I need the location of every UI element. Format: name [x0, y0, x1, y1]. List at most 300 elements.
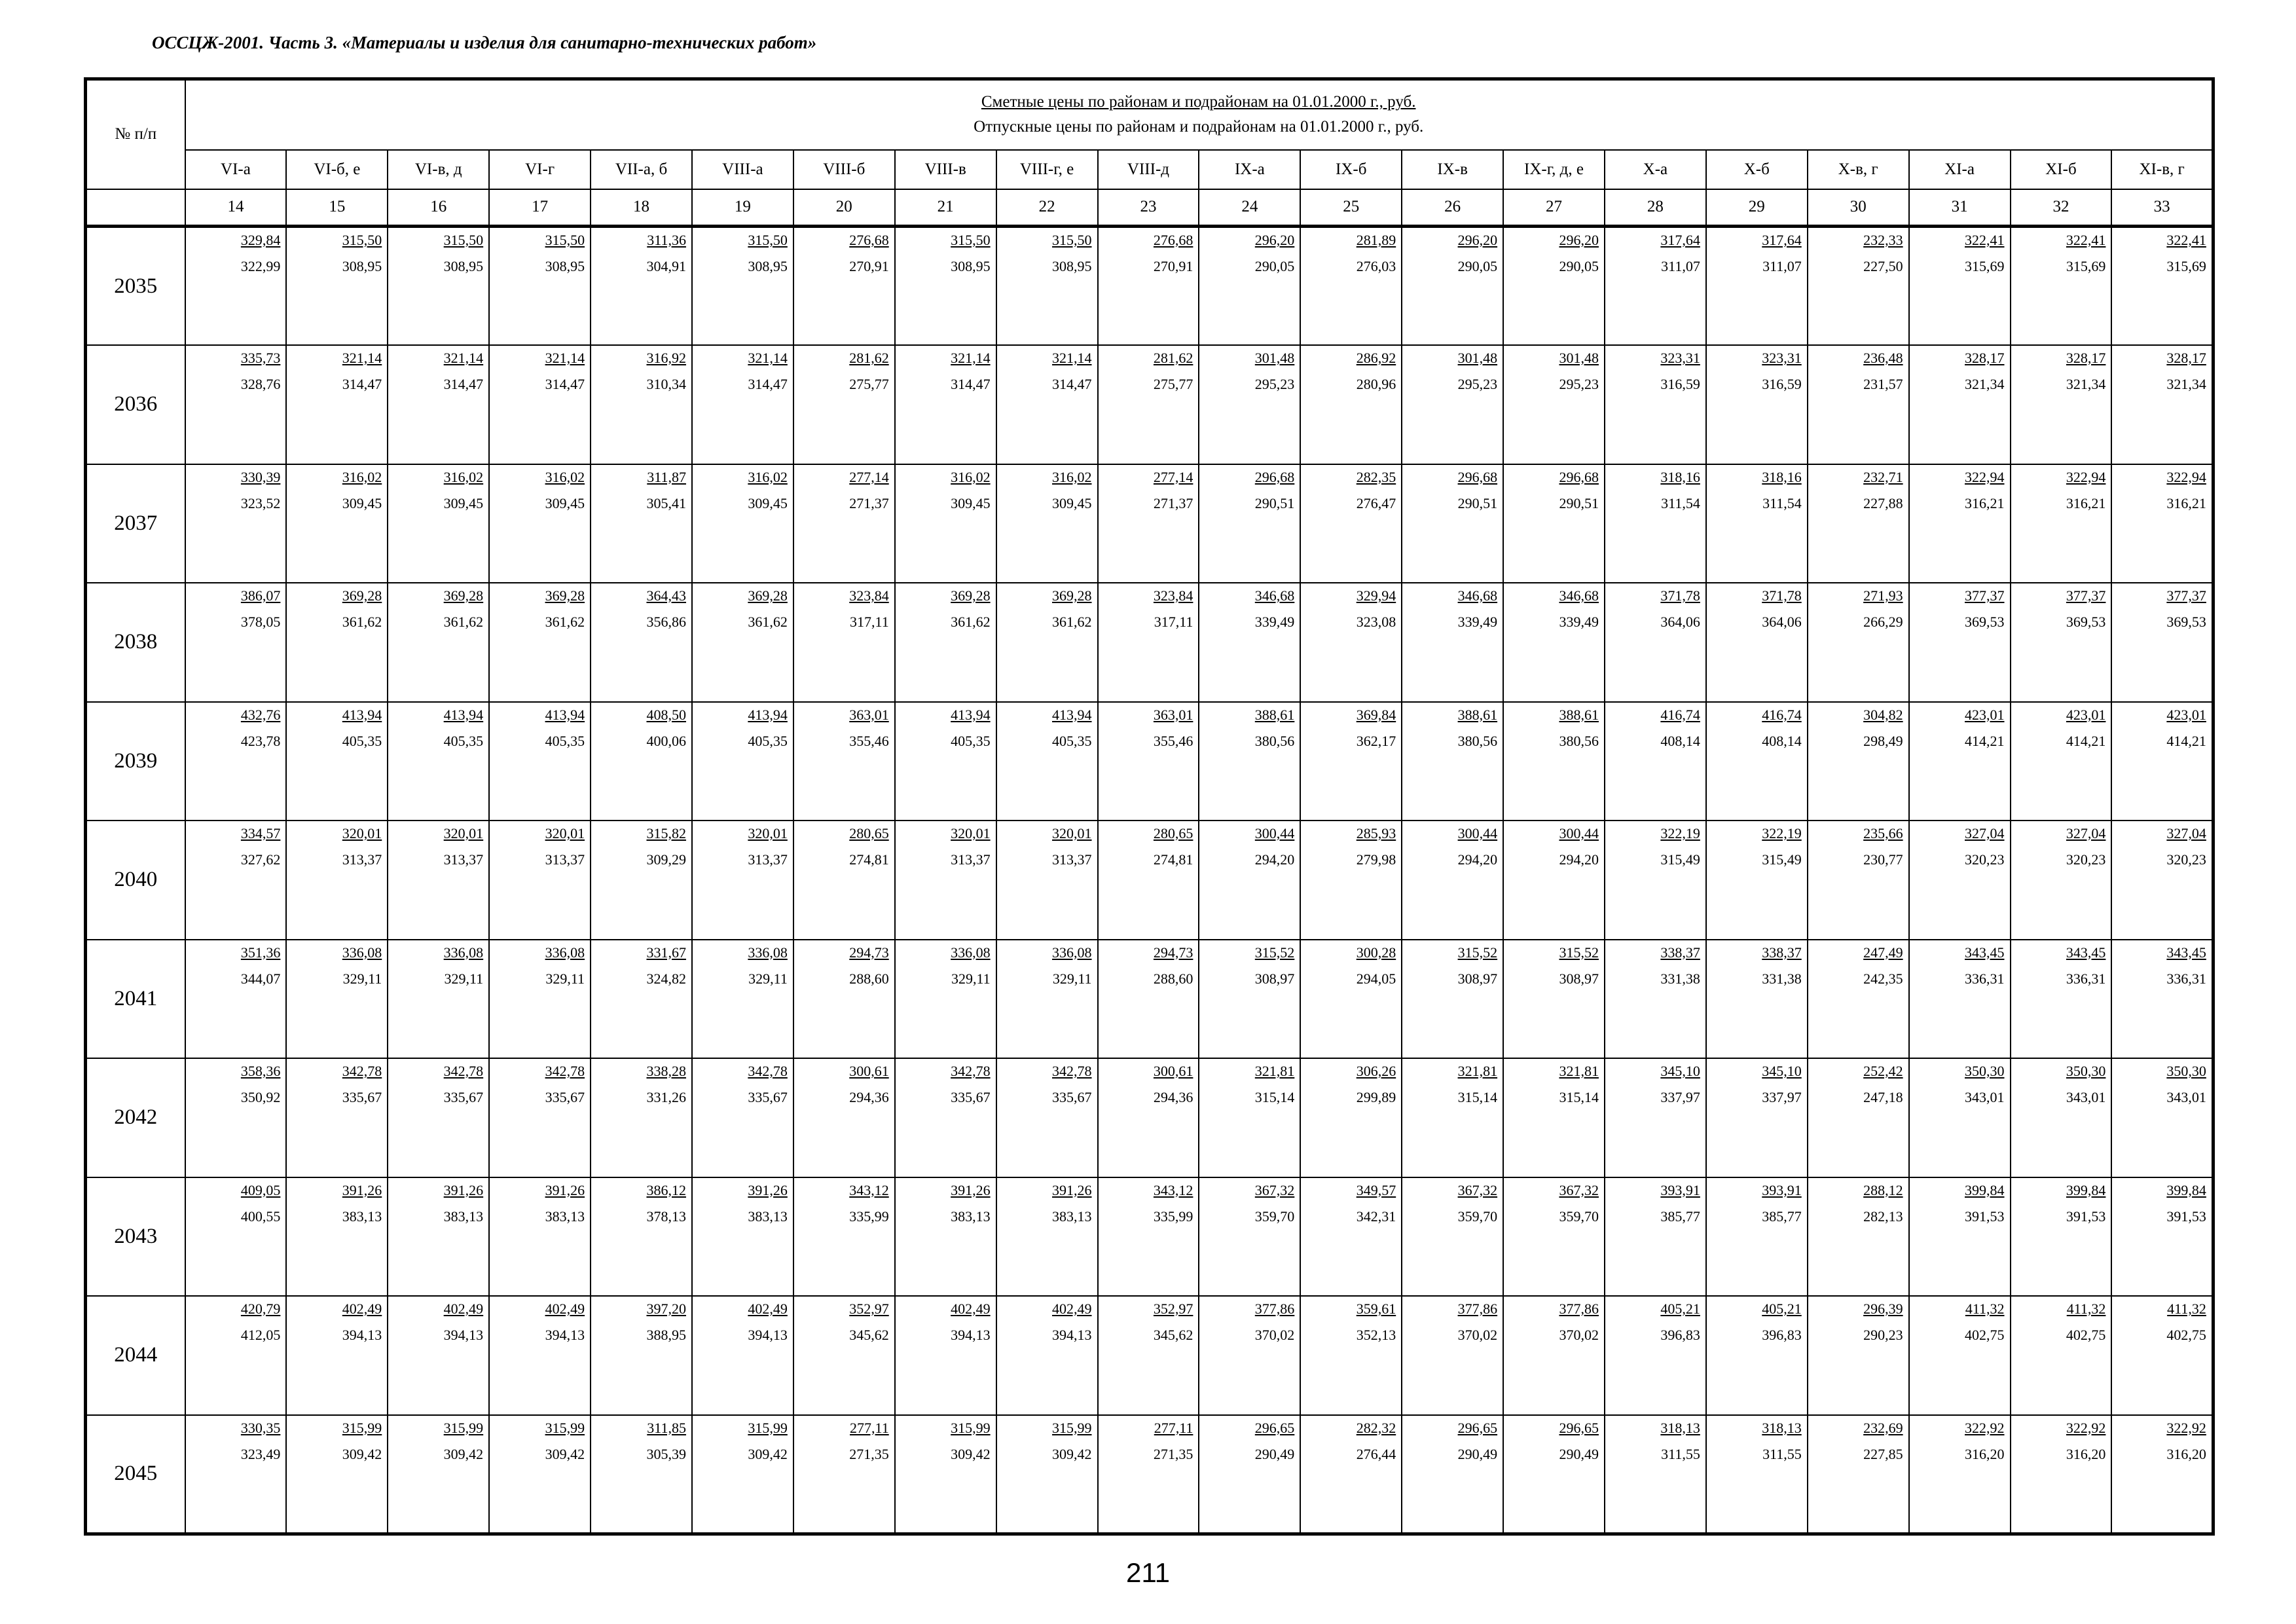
price-cell	[2111, 227, 2213, 346]
price-cell	[1909, 940, 2011, 1059]
price-cell	[996, 940, 1098, 1059]
estimate-price: 322,41	[2166, 232, 2206, 248]
price-cell	[692, 227, 793, 346]
price-cell	[1402, 702, 1503, 821]
release-price: 290,49	[1457, 1445, 1498, 1462]
release-price: 295,23	[1457, 376, 1498, 392]
estimate-price: 364,43	[646, 587, 686, 604]
estimate-price: 402,49	[545, 1301, 585, 1317]
release-price: 339,49	[1457, 614, 1498, 630]
release-price: 304,91	[646, 258, 686, 274]
price-cell	[591, 940, 692, 1059]
price-cell	[1808, 940, 1909, 1059]
estimate-price: 315,52	[1254, 944, 1295, 961]
estimate-price: 413,94	[342, 706, 382, 723]
price-cell	[895, 583, 996, 702]
estimate-price: 286,92	[1356, 350, 1396, 366]
row-number: 2041	[86, 940, 185, 1059]
estimate-price: 296,20	[1254, 232, 1295, 248]
estimate-price: 322,19	[1762, 825, 1802, 841]
price-cell	[1706, 1415, 1808, 1534]
estimate-price: 323,31	[1762, 350, 1802, 366]
price-cell	[692, 1415, 793, 1534]
release-price: 295,23	[1559, 376, 1599, 392]
estimate-price: 315,50	[443, 232, 484, 248]
estimate-price: 321,14	[443, 350, 484, 366]
price-cell	[1503, 940, 1605, 1059]
price-cell	[1605, 1058, 1706, 1177]
estimate-price: 322,92	[2066, 1419, 2106, 1436]
price-cell	[2011, 1415, 2112, 1534]
estimate-price: 316,02	[342, 468, 382, 485]
table-row	[86, 1177, 2214, 1297]
release-price: 359,70	[1457, 1208, 1498, 1225]
price-cell	[895, 345, 996, 464]
price-cell	[1503, 583, 1605, 702]
release-price: 329,11	[748, 970, 788, 987]
row-number: 2037	[86, 464, 185, 583]
price-cell	[591, 1415, 692, 1534]
estimate-price: 280,65	[1153, 825, 1194, 841]
estimate-price: 343,45	[2166, 944, 2206, 961]
estimate-price: 277,11	[1154, 1419, 1194, 1436]
estimate-price: 281,89	[1356, 232, 1396, 248]
release-price: 335,67	[443, 1089, 484, 1105]
price-cell	[185, 1415, 287, 1534]
estimate-price: 315,50	[748, 232, 788, 248]
estimate-price: 301,48	[1254, 350, 1295, 366]
estimate-price: 329,94	[1356, 587, 1396, 604]
release-price: 361,62	[951, 614, 991, 630]
price-cell	[793, 940, 895, 1059]
price-cell	[895, 940, 996, 1059]
release-price: 335,67	[342, 1089, 382, 1105]
release-price: 383,13	[1052, 1208, 1092, 1225]
estimate-price: 371,78	[1660, 587, 1700, 604]
price-cell	[1300, 702, 1402, 821]
release-price: 311,54	[1762, 494, 1802, 511]
estimate-price: 321,81	[1254, 1063, 1295, 1079]
release-price: 391,53	[2066, 1208, 2106, 1225]
estimate-price: 369,28	[443, 587, 484, 604]
release-price: 311,07	[1661, 258, 1700, 274]
estimate-price: 402,49	[342, 1301, 382, 1317]
estimate-price: 311,85	[647, 1419, 686, 1436]
release-price: 321,34	[2066, 376, 2106, 392]
price-cell	[1098, 821, 1199, 940]
release-price: 423,78	[240, 732, 281, 749]
release-price: 322,99	[240, 258, 281, 274]
release-price: 266,29	[1863, 614, 1903, 630]
estimate-price: 301,48	[1559, 350, 1599, 366]
release-price: 314,47	[545, 376, 585, 392]
price-cell	[1199, 345, 1300, 464]
release-price: 294,36	[849, 1089, 889, 1105]
release-price: 343,01	[2166, 1089, 2206, 1105]
release-price: 271,35	[849, 1445, 889, 1462]
estimate-price: 377,86	[1559, 1301, 1599, 1317]
price-cell	[185, 227, 287, 346]
estimate-price: 359,61	[1356, 1301, 1396, 1317]
estimate-price: 296,68	[1559, 468, 1599, 485]
price-cell	[1706, 940, 1808, 1059]
caption-estimate-prices: Сметные цены по районам и подрайонам на 01.01.2000 г., руб.	[981, 93, 1416, 111]
release-price: 369,53	[1965, 614, 2005, 630]
estimate-price: 336,08	[951, 944, 991, 961]
release-price: 315,69	[2166, 258, 2206, 274]
price-cell	[692, 1296, 793, 1415]
estimate-price: 413,94	[1052, 706, 1092, 723]
estimate-price: 315,50	[951, 232, 991, 248]
release-price: 329,11	[444, 970, 484, 987]
estimate-price: 315,82	[646, 825, 686, 841]
price-cell	[1909, 1415, 2011, 1534]
table-row	[86, 583, 2214, 702]
release-price: 294,20	[1254, 851, 1295, 868]
estimate-price: 367,32	[1559, 1181, 1599, 1198]
table-row	[86, 464, 2214, 583]
price-cell	[286, 583, 388, 702]
price-cell	[1402, 1415, 1503, 1534]
page-number: 211	[1126, 1557, 1170, 1588]
estimate-price: 315,52	[1559, 944, 1599, 961]
column-number: 20	[793, 189, 895, 227]
price-cell	[2111, 583, 2213, 702]
estimate-price: 300,44	[1559, 825, 1599, 841]
price-cell	[1098, 345, 1199, 464]
price-cell	[1098, 1296, 1199, 1415]
release-price: 313,37	[951, 851, 991, 868]
release-price: 364,06	[1660, 614, 1700, 630]
estimate-price: 342,78	[748, 1063, 788, 1079]
release-price: 352,13	[1356, 1327, 1396, 1343]
estimate-price: 342,78	[443, 1063, 484, 1079]
release-price: 320,23	[1965, 851, 2005, 868]
estimate-price: 423,01	[2166, 706, 2206, 723]
release-price: 309,45	[443, 494, 484, 511]
price-cell	[692, 464, 793, 583]
estimate-price: 276,68	[1153, 232, 1194, 248]
price-cell	[286, 1177, 388, 1297]
release-price: 317,11	[850, 614, 889, 630]
estimate-price: 282,35	[1356, 468, 1396, 485]
release-price: 321,34	[1965, 376, 2005, 392]
price-cell	[388, 702, 489, 821]
estimate-price: 391,26	[342, 1181, 382, 1198]
price-cell	[489, 1058, 591, 1177]
price-cell	[996, 464, 1098, 583]
price-cell	[1199, 821, 1300, 940]
release-price: 276,44	[1356, 1445, 1396, 1462]
price-cell	[1402, 1296, 1503, 1415]
estimate-price: 296,68	[1254, 468, 1295, 485]
price-cell	[793, 345, 895, 464]
estimate-price: 322,92	[1965, 1419, 2005, 1436]
price-cell	[1402, 227, 1503, 346]
price-cell	[591, 583, 692, 702]
price-cell	[1098, 227, 1199, 346]
estimate-price: 369,28	[342, 587, 382, 604]
release-price: 316,59	[1660, 376, 1700, 392]
release-price: 308,97	[1457, 970, 1498, 987]
estimate-price: 321,14	[1052, 350, 1092, 366]
estimate-price: 409,05	[240, 1181, 281, 1198]
estimate-price: 369,28	[951, 587, 991, 604]
estimate-price: 338,28	[646, 1063, 686, 1079]
price-cell	[489, 227, 591, 346]
estimate-price: 346,68	[1254, 587, 1295, 604]
estimate-price: 315,99	[748, 1419, 788, 1436]
release-price: 227,88	[1863, 494, 1903, 511]
price-cell	[996, 345, 1098, 464]
price-cell	[793, 1058, 895, 1177]
release-price: 383,13	[443, 1208, 484, 1225]
price-cell	[489, 940, 591, 1059]
release-price: 309,45	[342, 494, 382, 511]
estimate-price: 318,13	[1762, 1419, 1802, 1436]
price-cell	[1808, 345, 1909, 464]
estimate-price: 320,01	[1052, 825, 1092, 841]
region-header: X-в, г	[1808, 150, 1909, 189]
price-cell	[1402, 583, 1503, 702]
release-price: 298,49	[1863, 732, 1903, 749]
release-price: 361,62	[748, 614, 788, 630]
price-cell	[2011, 583, 2112, 702]
column-number: 26	[1402, 189, 1503, 227]
price-cell	[1199, 702, 1300, 821]
estimate-price: 336,08	[748, 944, 788, 961]
price-cell	[793, 227, 895, 346]
price-cell	[591, 464, 692, 583]
estimate-price: 367,32	[1254, 1181, 1295, 1198]
price-cell	[388, 464, 489, 583]
estimate-price: 343,45	[2066, 944, 2106, 961]
estimate-price: 411,32	[2167, 1301, 2206, 1317]
estimate-price: 329,84	[240, 232, 281, 248]
estimate-price: 318,16	[1762, 468, 1802, 485]
release-price: 294,05	[1356, 970, 1396, 987]
release-price: 316,21	[2066, 494, 2106, 511]
price-cell	[1300, 464, 1402, 583]
release-price: 274,81	[849, 851, 889, 868]
estimate-price: 343,12	[1153, 1181, 1194, 1198]
estimate-price: 388,61	[1559, 706, 1599, 723]
column-number: 29	[1706, 189, 1808, 227]
price-cell	[2011, 702, 2112, 821]
estimate-price: 363,01	[1153, 706, 1194, 723]
estimate-price: 311,87	[647, 468, 686, 485]
release-price: 308,95	[1052, 258, 1092, 274]
estimate-price: 420,79	[240, 1301, 281, 1317]
price-cell	[1706, 227, 1808, 346]
estimate-price: 321,14	[545, 350, 585, 366]
price-cell	[591, 1177, 692, 1297]
release-price: 388,95	[646, 1327, 686, 1343]
release-price: 336,31	[2166, 970, 2206, 987]
release-price: 316,20	[1965, 1445, 2005, 1462]
estimate-price: 393,91	[1660, 1181, 1700, 1198]
price-cell	[2011, 1177, 2112, 1297]
row-number: 2039	[86, 702, 185, 821]
release-price: 391,53	[1965, 1208, 2005, 1225]
estimate-price: 280,65	[849, 825, 889, 841]
price-cell	[793, 464, 895, 583]
price-cell	[2111, 821, 2213, 940]
price-cell	[489, 1177, 591, 1297]
table-row	[86, 227, 2214, 346]
price-cell	[388, 940, 489, 1059]
release-price: 380,56	[1559, 732, 1599, 749]
estimate-price: 316,02	[443, 468, 484, 485]
region-header: IX-а	[1199, 150, 1300, 189]
release-price: 329,11	[342, 970, 382, 987]
estimate-price: 408,50	[646, 706, 686, 723]
region-header: X-а	[1605, 150, 1706, 189]
release-price: 320,23	[2166, 851, 2206, 868]
release-price: 294,20	[1457, 851, 1498, 868]
estimate-price: 369,28	[748, 587, 788, 604]
estimate-price: 232,71	[1863, 468, 1903, 485]
estimate-price: 296,39	[1863, 1301, 1903, 1317]
estimate-price: 346,68	[1457, 587, 1498, 604]
price-cell	[2011, 345, 2112, 464]
price-cell	[185, 345, 287, 464]
release-price: 329,11	[545, 970, 585, 987]
price-cell	[793, 1415, 895, 1534]
price-cell	[388, 821, 489, 940]
estimate-price: 236,48	[1863, 350, 1903, 366]
price-cell	[2011, 1296, 2112, 1415]
release-price: 327,62	[240, 851, 281, 868]
price-cell	[1605, 1177, 1706, 1297]
release-price: 329,11	[951, 970, 991, 987]
estimate-price: 350,30	[2166, 1063, 2206, 1079]
price-cell	[1605, 1296, 1706, 1415]
release-price: 308,95	[951, 258, 991, 274]
price-cell	[388, 227, 489, 346]
price-cell	[388, 1415, 489, 1534]
release-price: 308,95	[342, 258, 382, 274]
estimate-price: 321,14	[748, 350, 788, 366]
price-cell	[185, 821, 287, 940]
price-cell	[1706, 821, 1808, 940]
release-price: 231,57	[1863, 376, 1903, 392]
price-cell	[1605, 583, 1706, 702]
release-price: 339,49	[1254, 614, 1295, 630]
price-cell	[692, 583, 793, 702]
estimate-price: 393,91	[1762, 1181, 1802, 1198]
region-header-row	[86, 150, 2214, 189]
release-price: 380,56	[1457, 732, 1498, 749]
release-price: 309,45	[1052, 494, 1092, 511]
release-price: 380,56	[1254, 732, 1295, 749]
release-price: 405,35	[545, 732, 585, 749]
estimate-price: 411,32	[1965, 1301, 2005, 1317]
price-cell	[1199, 1296, 1300, 1415]
price-cell	[996, 1296, 1098, 1415]
price-cell	[2011, 464, 2112, 583]
release-price: 355,46	[1153, 732, 1194, 749]
release-price: 309,29	[646, 851, 686, 868]
release-price: 343,01	[1965, 1089, 2005, 1105]
price-cell	[1909, 1296, 2011, 1415]
release-price: 315,49	[1660, 851, 1700, 868]
release-price: 274,81	[1153, 851, 1194, 868]
table-row	[86, 1415, 2214, 1534]
estimate-price: 296,68	[1457, 468, 1498, 485]
release-price: 321,34	[2166, 376, 2206, 392]
price-cell	[489, 1296, 591, 1415]
row-number: 2042	[86, 1058, 185, 1177]
estimate-price: 377,86	[1457, 1301, 1498, 1317]
price-cell	[692, 821, 793, 940]
column-number: 17	[489, 189, 591, 227]
price-cell	[489, 1415, 591, 1534]
release-price: 247,18	[1863, 1089, 1903, 1105]
release-price: 230,77	[1863, 851, 1903, 868]
release-price: 344,07	[240, 970, 281, 987]
release-price: 270,91	[1153, 258, 1194, 274]
estimate-price: 423,01	[1965, 706, 2005, 723]
estimate-price: 336,08	[443, 944, 484, 961]
estimate-price: 416,74	[1762, 706, 1802, 723]
price-cell	[1098, 940, 1199, 1059]
release-price: 315,69	[2066, 258, 2106, 274]
price-cell	[895, 1177, 996, 1297]
release-price: 315,14	[1457, 1089, 1498, 1105]
price-cell	[1909, 227, 2011, 346]
price-cell	[2111, 702, 2213, 821]
price-cell	[1300, 1177, 1402, 1297]
release-price: 405,35	[951, 732, 991, 749]
release-price: 359,70	[1559, 1208, 1599, 1225]
release-price: 315,49	[1762, 851, 1802, 868]
release-price: 280,96	[1356, 376, 1396, 392]
estimate-price: 271,93	[1863, 587, 1903, 604]
estimate-price: 323,31	[1660, 350, 1700, 366]
estimate-price: 300,28	[1356, 944, 1396, 961]
price-cell	[591, 1296, 692, 1415]
release-price: 315,69	[1965, 258, 2005, 274]
price-cell	[2111, 345, 2213, 464]
release-price: 315,14	[1254, 1089, 1295, 1105]
price-cell	[793, 583, 895, 702]
price-cell	[185, 583, 287, 702]
release-price: 323,52	[240, 494, 281, 511]
column-number: 24	[1199, 189, 1300, 227]
estimate-price: 294,73	[1153, 944, 1194, 961]
column-number: 14	[185, 189, 287, 227]
release-price: 400,06	[646, 732, 686, 749]
release-price: 271,35	[1153, 1445, 1194, 1462]
estimate-price: 388,61	[1457, 706, 1498, 723]
estimate-price: 402,49	[748, 1301, 788, 1317]
region-header: XI-б	[2011, 150, 2112, 189]
price-cell	[1199, 583, 1300, 702]
estimate-price: 322,41	[1965, 232, 2005, 248]
column-number: 15	[286, 189, 388, 227]
estimate-price: 402,49	[443, 1301, 484, 1317]
column-number: 22	[996, 189, 1098, 227]
estimate-price: 369,84	[1356, 706, 1396, 723]
release-price: 290,49	[1559, 1445, 1599, 1462]
table-caption-row	[86, 79, 2214, 150]
estimate-price: 352,97	[1153, 1301, 1194, 1317]
price-cell	[1605, 345, 1706, 464]
release-price: 290,49	[1254, 1445, 1295, 1462]
price-cell	[1300, 227, 1402, 346]
row-number: 2043	[86, 1177, 185, 1297]
